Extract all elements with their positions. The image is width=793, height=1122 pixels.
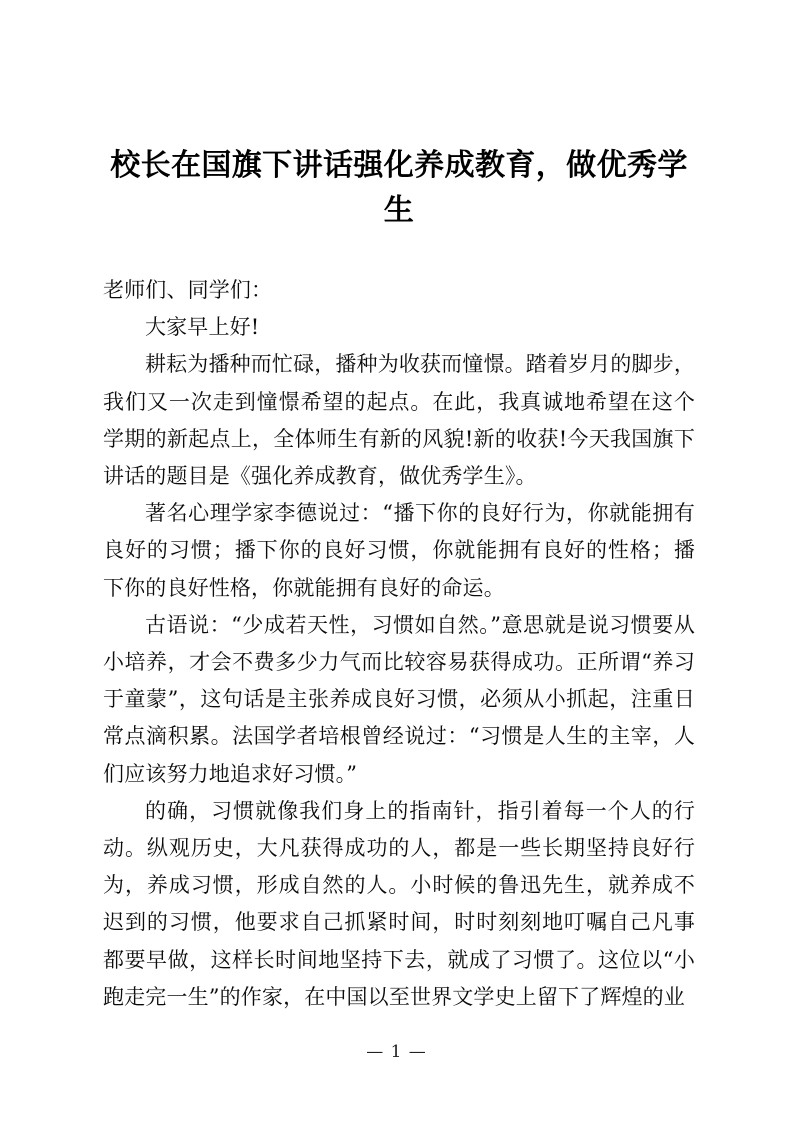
- paragraph-salutation: 老师们、同学们：: [103, 278, 273, 302]
- paragraph-ancient-saying: 古语说：“少成若天性，习惯如自然。”意思就是说习惯要从小培养，才会不费多少力气而比较容易获得成功。正所谓“养习于童蒙”，这句话是主张养成良好习惯，必须从小抓起，注重日常点滴积累。法国学者培根曾经说过：“习惯是人生的主宰，人们应该努力地追求好习惯。”: [103, 612, 695, 786]
- paragraph-greeting: 大家早上好!: [145, 315, 260, 340]
- page-title: 校长在国旗下讲话强化养成教育，做优秀学生: [110, 148, 688, 228]
- paragraph-lide-quote: 著名心理学家李德说过：“播下你的良好行为，你就能拥有良好的习惯；播下你的良好习惯，你就能拥有良好的性格；播下你的良好性格，你就能拥有良好的命运。: [103, 501, 695, 600]
- document-body: [103, 272, 695, 1016]
- page-number: — 1 —: [366, 1042, 427, 1062]
- paragraph-opening: 耕耘为播种而忙碌，播种为收获而憧憬。踏着岁月的脚步，我们又一次走到憧憬希望的起点。在此，我真诚地希望在这个学期的新起点上，全体师生有新的风貌!新的收获!今天我国旗下讲话的题目是《强化养成教育，做优秀学生》。: [103, 352, 695, 489]
- paragraph-compass: 的确，习惯就像我们身上的指南针，指引着每一个人的行动。纵观历史，大凡获得成功的人，都是一些长期坚持良好行为，养成习惯，形成自然的人。小时候的鲁迅先生，就养成不迟到的习惯，他要求自己抓紧时间，时时刻刻地叮嘱自己凡事都要早做，这样长时间地坚持下去，就成了习惯了。这位以“小跑走完一生”的作家，在中国以至世界文学史上留下了辉煌的业: [103, 798, 695, 1009]
